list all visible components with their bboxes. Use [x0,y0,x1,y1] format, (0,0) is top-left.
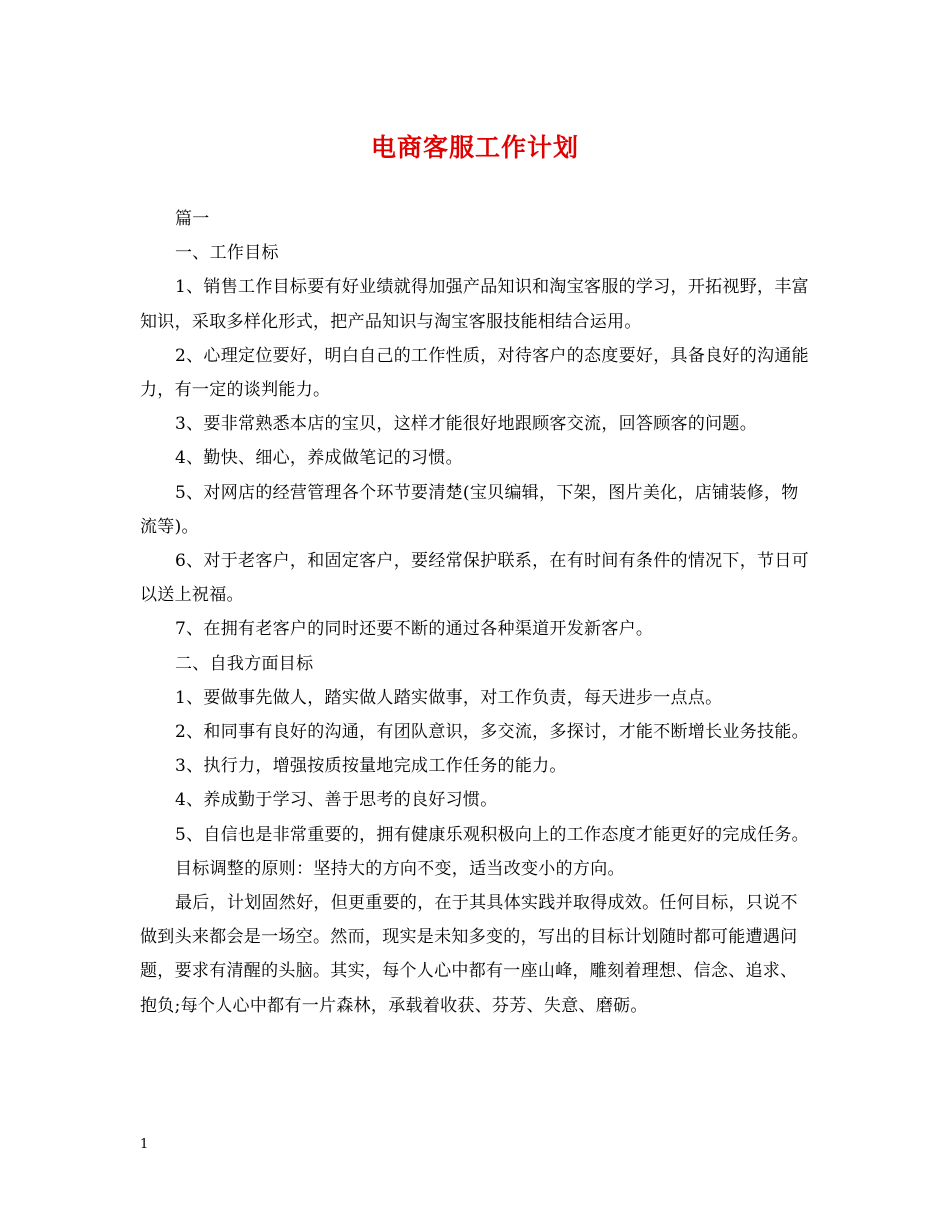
paragraph: 目标调整的原则：坚持大的方向不变，适当改变小的方向。 [175,858,625,879]
page-number: 1 [140,1137,149,1152]
document-body [140,202,812,1023]
section-heading: 二、自我方面目标 [175,653,314,674]
paragraph: 4、养成勤于学习、善于思考的良好习惯。 [175,790,498,811]
document-title: 电商客服工作计划 [370,133,579,162]
paragraph: 1、要做事先做人，踏实做人踏实做事，对工作负责，每天进步一点点。 [175,687,723,708]
paragraph: 最后，计划固然好，但更重要的，在于其具体实践并取得成效。任何目标，只说不做到头来都会是一场空。然而，现实是未知多变的，写出的目标计划随时都可能遭遇问题，要求有清醒的头脑。其实，每个人心中都有一座山峰，雕刻着理想、信念、追求、抱负;每个人心中都有一片森林，承载着收获、芬芳、失意、磨砺。 [140,893,798,1016]
paragraph: 1、销售工作目标要有好业绩就得加强产品知识和淘宝客服的学习，开拓视野，丰富知识，采取多样化形式，把产品知识与淘宝客服技能相结合运用。 [140,277,809,332]
section-heading: 一、工作目标 [175,243,279,264]
paragraph: 7、在拥有老客户的同时还要不断的通过各种渠道开发新客户。 [175,619,654,640]
paragraph: 5、对网店的经营管理各个环节要清楚(宝贝编辑，下架，图片美化，店铺装修，物流等)。 [140,482,799,537]
paragraph: 5、自信也是非常重要的，拥有健康乐观积极向上的工作态度才能更好的完成任务。 [175,824,809,845]
paragraph: 2、心理定位要好，明白自己的工作性质，对待客户的态度要好，具备良好的沟通能力，有一定的谈判能力。 [140,345,809,401]
paragraph: 3、执行力，增强按质按量地完成工作任务的能力。 [175,756,567,777]
paragraph: 3、要非常熟悉本店的宝贝，这样才能很好地跟顾客交流，回答顾客的问题。 [175,414,758,435]
paragraph: 6、对于老客户，和固定客户，要经常保护联系，在有时间有条件的情况下，节日可以送上祝福。 [140,551,809,606]
paragraph: 4、勤快、细心，养成做笔记的习惯。 [175,448,463,469]
paragraph: 2、和同事有良好的沟通，有团队意识，多交流，多探讨，才能不断增长业务技能。 [175,722,809,743]
section-label: 篇一 [175,209,210,229]
